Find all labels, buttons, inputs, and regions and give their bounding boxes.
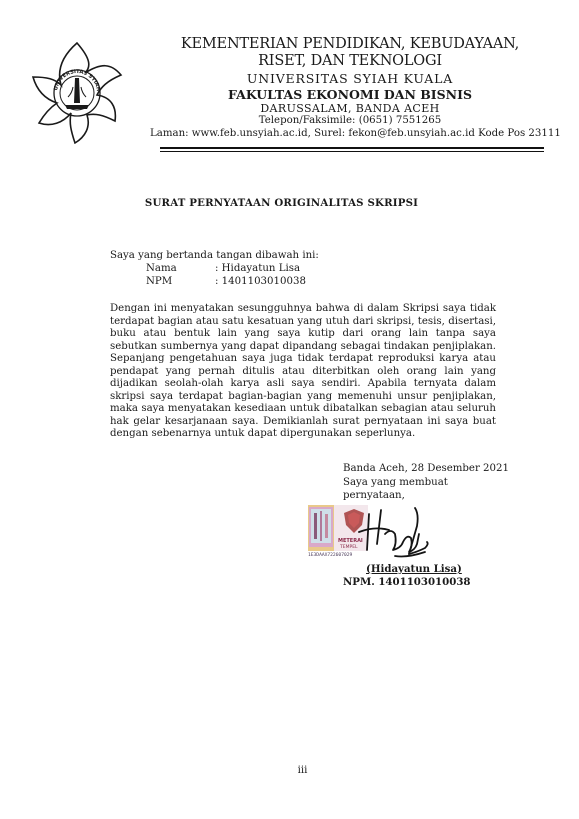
field-value-npm: : 1401103010038	[215, 276, 306, 287]
contact-line: Laman: www.feb.unsyiah.ac.id, Surel: fekon@feb.unsyiah.ac.id Kode Pos 23111	[150, 128, 561, 139]
logo-text: UNIVERSITAS SYIAH	[53, 68, 101, 92]
handwritten-signature	[355, 504, 435, 562]
document-title: SURAT PERNYATAAN ORIGINALITAS SKRIPSI	[144, 197, 419, 209]
signer-npm: NPM. 1401103010038	[343, 576, 471, 588]
field-label-npm: NPM	[146, 276, 173, 287]
meterai-label-2: TEMPEL	[340, 545, 358, 550]
field-value-nama: : Hidayatun Lisa	[215, 263, 301, 274]
meterai-code: 1E3DAAX722607029	[308, 553, 353, 557]
university-name: UNIVERSITAS SYIAH KUALA	[246, 71, 454, 86]
meterai-label-1: METERAI	[338, 538, 363, 544]
ministry-line-1: KEMENTERIAN PENDIDIKAN, KEBUDAYAAN,	[180, 36, 520, 52]
ministry-line-2: RISET, DAN TEKNOLOGI	[258, 53, 442, 69]
signature-line-1: Saya yang membuat	[343, 477, 448, 488]
field-label-nama: Nama	[146, 263, 177, 274]
header-rule-thin	[160, 151, 544, 152]
phone-line: Telepon/Faksimile: (0651) 7551265	[258, 115, 442, 126]
address-line: DARUSSALAM, BANDA ACEH	[260, 102, 440, 115]
place-date: Banda Aceh, 28 Desember 2021	[343, 463, 509, 474]
header-rule-thick	[160, 147, 544, 149]
signer-name: (Hidayatun Lisa)	[366, 563, 462, 575]
statement-paragraph: Dengan ini menyatakan sesungguhnya bahwa di dalam Skripsi saya tidak terdapat bagian atau satu kesatuan yang utuh dari skripsi, tesis, disertasi, buku atau bentuk lain yang saya kutip dari orang lain tanpa saya sebutkan sumbernya yang dapat dipandang sebagai tindakan penjiplakan. Sepanjang pengetahuan saya juga tidak terdapat reproduksi karya atau pendapat yang pernah ditulis atau diterbitkan oleh orang lain yang dijadikan seolah-olah karya asli saya sendiri. Apabila ternyata dalam skripsi saya terdapat bagian-bagian yang memenuhi unsur penjiplakan, maka saya menyatakan kesediaan untuk dibatalkan sebagian atau seluruh hak gelar kesarjanaan saya. Demikianlah surat pernyataan ini saya buat dengan sebenarnya untuk dapat dipergunakan seperlunya.	[110, 303, 496, 440]
intro-text: Saya yang bertanda tangan dibawah ini:	[110, 250, 319, 261]
university-logo	[26, 42, 128, 144]
faculty-name: FAKULTAS EKONOMI DAN BISNIS	[228, 87, 472, 102]
page-number: iii	[297, 765, 308, 776]
signature-line-2: pernyataan,	[343, 490, 405, 501]
